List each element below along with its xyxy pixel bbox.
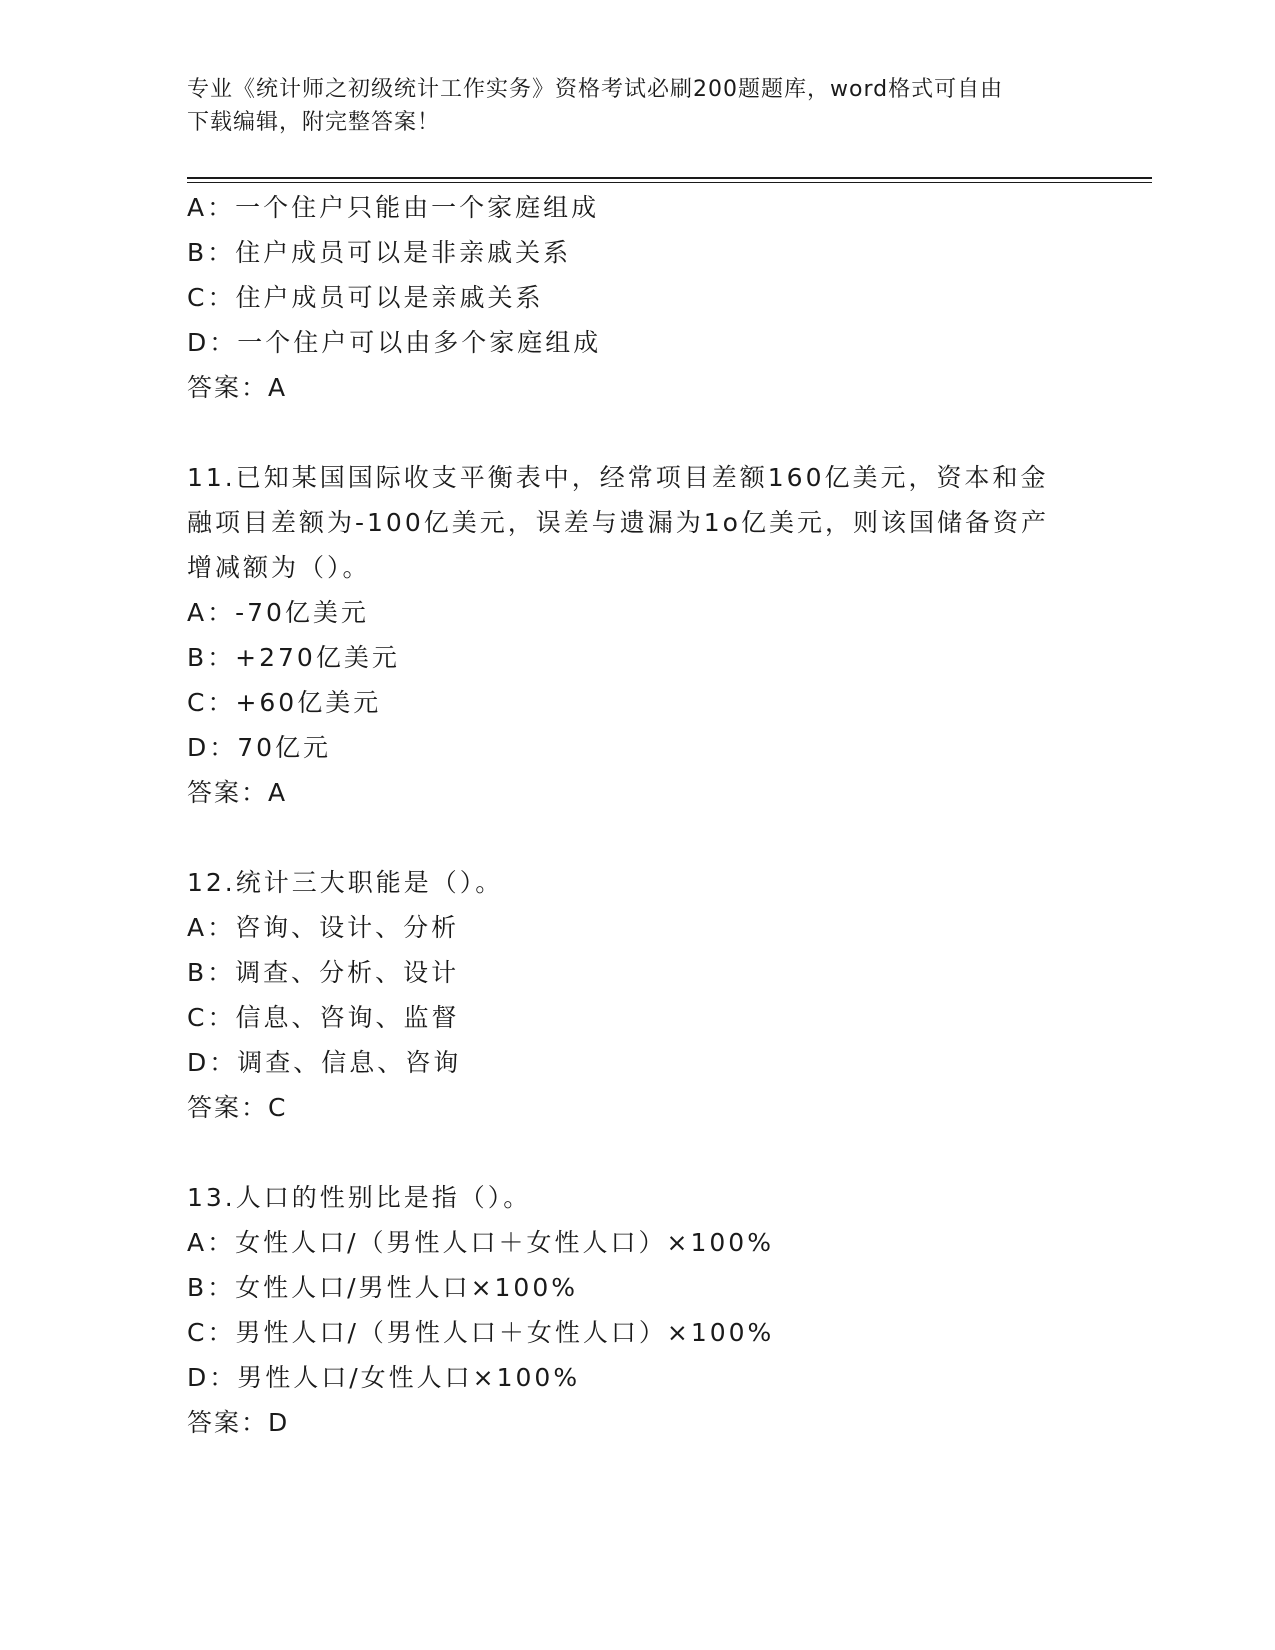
q12-option-a: A：咨询、设计、分析	[187, 913, 460, 942]
q11-stem-line-2: 融项目差额为-100亿美元，误差与遗漏为1o亿美元，则该国储备资产	[187, 508, 1049, 537]
q13-option-a: A：女性人口/（男性人口＋女性人口）×100%	[187, 1228, 774, 1257]
q13-option-c: C：男性人口/（男性人口＋女性人口）×100%	[187, 1318, 775, 1347]
q11-option-b: B：+270亿美元	[187, 643, 400, 672]
q12-option-d: D：调查、信息、咨询	[187, 1048, 462, 1077]
q11-answer: 答案：A	[187, 778, 288, 807]
q13-option-b: B：女性人口/男性人口×100%	[187, 1273, 578, 1302]
q13-stem: 13.人口的性别比是指（）。	[187, 1183, 532, 1212]
document-header	[187, 73, 1087, 139]
q11-stem-line-1: 11.已知某国国际收支平衡表中，经常项目差额160亿美元，资本和金	[187, 463, 1049, 492]
q11-option-d: D：70亿元	[187, 733, 332, 762]
q11-option-c: C：+60亿美元	[187, 688, 382, 717]
q12-option-c: C：信息、咨询、监督	[187, 1003, 460, 1032]
q13-answer: 答案：D	[187, 1408, 290, 1437]
header-title-line-2: 下载编辑，附完整答案！	[187, 110, 441, 135]
q12-stem: 12.统计三大职能是（）。	[187, 868, 504, 897]
q10-option-c: C：住户成员可以是亲戚关系	[187, 283, 544, 312]
q11-stem-line-3: 增减额为（）。	[187, 553, 371, 582]
q10-option-d: D：一个住户可以由多个家庭组成	[187, 328, 602, 357]
q10-option-b: B：住户成员可以是非亲戚关系	[187, 238, 572, 267]
header-divider-thin	[187, 182, 1152, 183]
q12-option-b: B：调查、分析、设计	[187, 958, 460, 987]
q10-answer: 答案：A	[187, 373, 288, 402]
q12-answer: 答案：C	[187, 1093, 288, 1122]
header-divider-thick	[187, 177, 1152, 179]
q13-option-d: D：男性人口/女性人口×100%	[187, 1363, 581, 1392]
header-title-line-1: 专业《统计师之初级统计工作实务》资格考试必刷200题题库，word格式可自由	[187, 77, 1004, 102]
q11-option-a: A：-70亿美元	[187, 598, 369, 627]
q10-option-a: A：一个住户只能由一个家庭组成	[187, 193, 600, 222]
